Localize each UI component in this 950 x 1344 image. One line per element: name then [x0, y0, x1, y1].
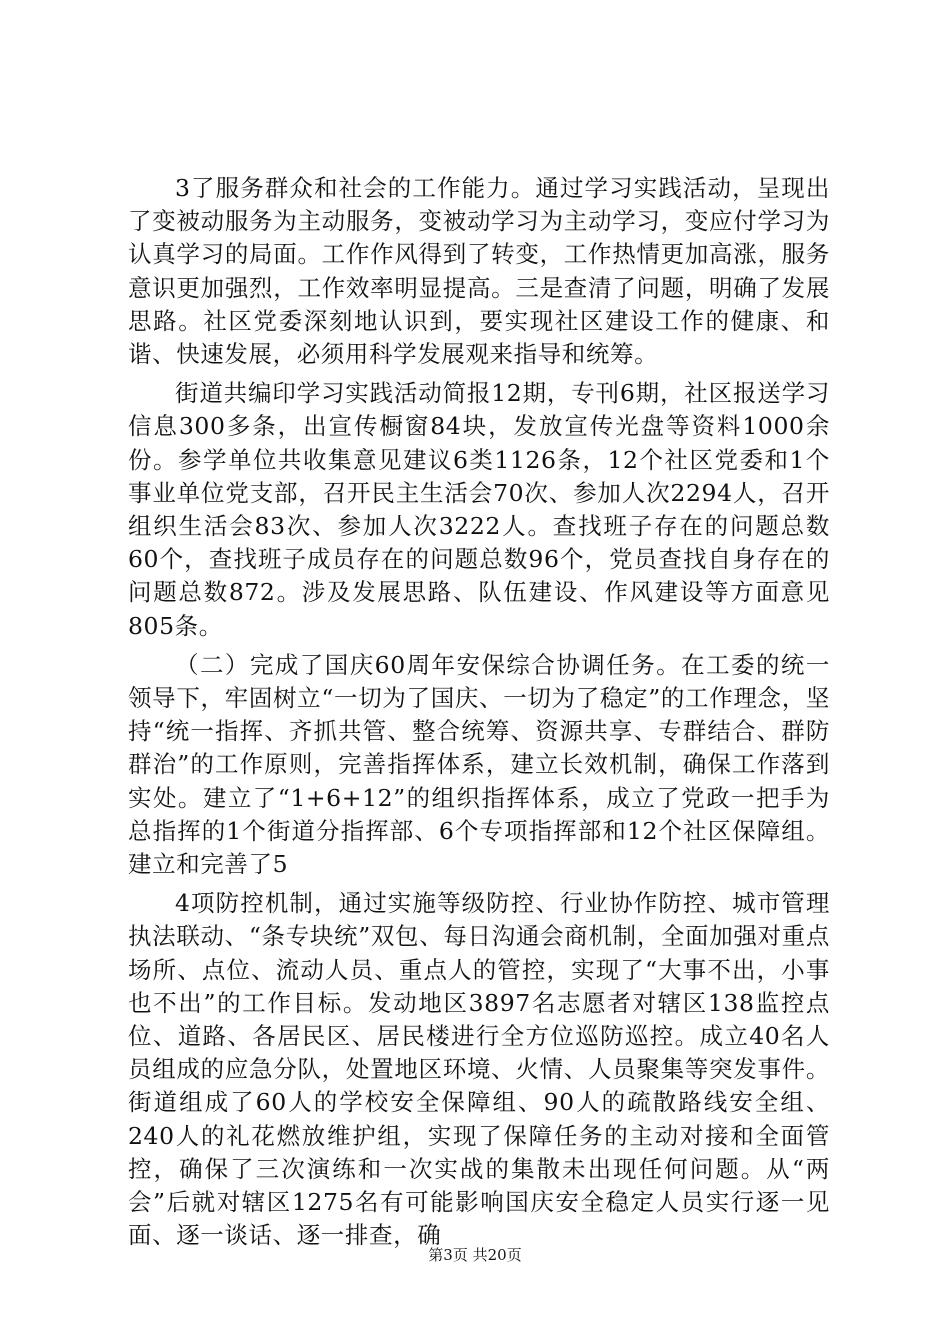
paragraph-2: 街道共编印学习实践活动简报12期，专刊6期，社区报送学习信息300多条，出宣传橱窗84块，发放宣传光盘等资料1000余份。参学单位共收集意见建议6类1126条，12个社区党委和1个事业单位党支部，召开民主生活会70次、参加人次2294人，召开组织生活会83次、参加人次3222人。查找班子存在的问题总数60个，查找班子成员存在的问题总数96个，党员查找自身存在的问题总数872。涉及发展思路、队伍建设、作风建设等方面意见805条。	[128, 379, 830, 640]
paragraph-4: 4项防控机制，通过实施等级防控、行业协作防控、城市管理执法联动、“条专块统”双包、每日沟通会商机制，全面加强对重点场所、点位、流动人员、重点人的管控，实现了“大事不出，小事也不出”的工作目标。发动地区3897名志愿者对辖区138监控点位、道路、各居民区、居民楼进行全方位巡防巡控。成立40名人员组成的应急分队，处置地区环境、火情、人员聚集等突发事件。街道组成了60人的学校安全保障组、90人的疏散路线安全组、240人的礼花燃放维护组，实现了保障任务的主动对接和全面管控，确保了三次演练和一次实战的集散未出现任何问题。从“两会”后就对辖区1275名有可能影响国庆安全稳定人员实行逐一见面、逐一谈话、逐一排查，确	[128, 889, 830, 1250]
paragraph-1: 3了服务群众和社会的工作能力。通过学习实践活动，呈现出了变被动服务为主动服务，变被动学习为主动学习，变应付学习为认真学习的局面。工作作风得到了转变，工作热情更加高涨，服务意识更加强烈，工作效率明显提高。三是查清了问题，明确了发展思路。社区党委深刻地认识到，要实现社区建设工作的健康、和谐、快速发展，必须用科学发展观来指导和统筹。	[128, 174, 830, 369]
page-footer: 第3页 共20页	[428, 1246, 522, 1264]
paragraph-3: （二）完成了国庆60周年安保综合协调任务。在工委的统一领导下，牢固树立“一切为了国庆、一切为了稳定”的工作理念，坚持“统一指挥、齐抓共管、整合统筹、资源共享、专群结合、群防群治”的工作原则，完善指挥体系，建立长效机制，确保工作落到实处。建立了“1+6+12”的组织指挥体系，成立了党政一把手为总指挥的1个街道分指挥部、6个专项指挥部和12个社区保障组。建立和完善了5	[128, 650, 830, 879]
document-body	[128, 172, 830, 1259]
